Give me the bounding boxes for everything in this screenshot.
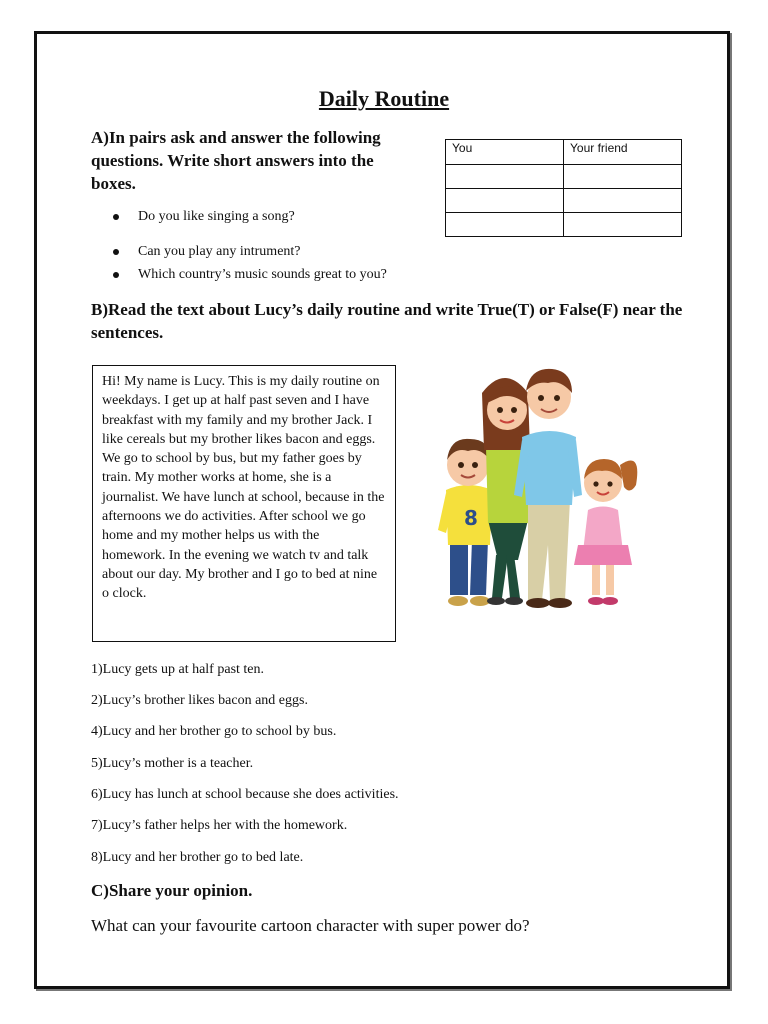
bullet-icon xyxy=(113,214,119,220)
answer-cell[interactable] xyxy=(446,165,564,189)
bullet-icon xyxy=(113,249,119,255)
column-header-you: You xyxy=(446,140,564,165)
answer-cell[interactable] xyxy=(564,165,682,189)
answer-cell[interactable] xyxy=(446,189,564,213)
question-text: Do you like singing a song? xyxy=(138,209,295,224)
answer-cell[interactable] xyxy=(446,213,564,237)
table-row xyxy=(446,189,682,213)
girl-figure xyxy=(574,459,637,605)
question-text: Can you play any intrument? xyxy=(138,244,301,259)
statement-item: 6)Lucy has lunch at school because she does activities. xyxy=(91,787,399,802)
reading-passage: Hi! My name is Lucy. This is my daily routine on weekdays. I get up at half past seven and I have breakfast with my family and my brother Jack. I like cereals but my brother likes bacon and eggs. We go to school by bus, but my father goes by train. My mother works at home, she is a journalist. We have lunch at school, because in the afternoons we do activities. After school we go home and my mother helps us with the homework. In the evening we watch tv and talk about our day. My brother and I go to bed at nine o clock. xyxy=(92,365,396,642)
statement-item: 7)Lucy’s father helps her with the homework. xyxy=(91,818,348,833)
statement-item: 5)Lucy’s mother is a teacher. xyxy=(91,756,254,771)
question-text: Which country’s music sounds great to you? xyxy=(138,267,387,282)
answer-cell[interactable] xyxy=(564,189,682,213)
bullet-icon xyxy=(113,272,119,278)
section-c-heading: C)Share your opinion. xyxy=(91,881,253,900)
section-b-heading: B)Read the text about Lucy’s daily routine and write True(T) or False(F) near the sentences. xyxy=(91,300,683,342)
table-row xyxy=(446,165,682,189)
family-illustration xyxy=(410,355,680,615)
answer-table xyxy=(445,139,682,237)
statement-item: 1)Lucy gets up at half past ten. xyxy=(91,662,265,677)
answer-cell[interactable] xyxy=(564,213,682,237)
column-header-your-friend: Your friend xyxy=(564,140,682,165)
table-header-row xyxy=(446,140,682,165)
statement-item: 2)Lucy’s brother likes bacon and eggs. xyxy=(91,693,308,708)
statement-item: 8)Lucy and her brother go to bed late. xyxy=(91,850,304,865)
svg-text:8: 8 xyxy=(464,506,478,530)
opinion-question: What can your favourite cartoon character with super power do? xyxy=(91,916,530,935)
boy-figure xyxy=(438,439,492,606)
statement-item: 4)Lucy and her brother go to school by bus. xyxy=(91,724,337,739)
page-title: Daily Routine xyxy=(318,86,450,111)
section-a-heading: A)In pairs ask and answer the following questions. Write short answers into the boxes. xyxy=(91,128,381,193)
table-row xyxy=(446,213,682,237)
mother-figure xyxy=(482,378,532,605)
